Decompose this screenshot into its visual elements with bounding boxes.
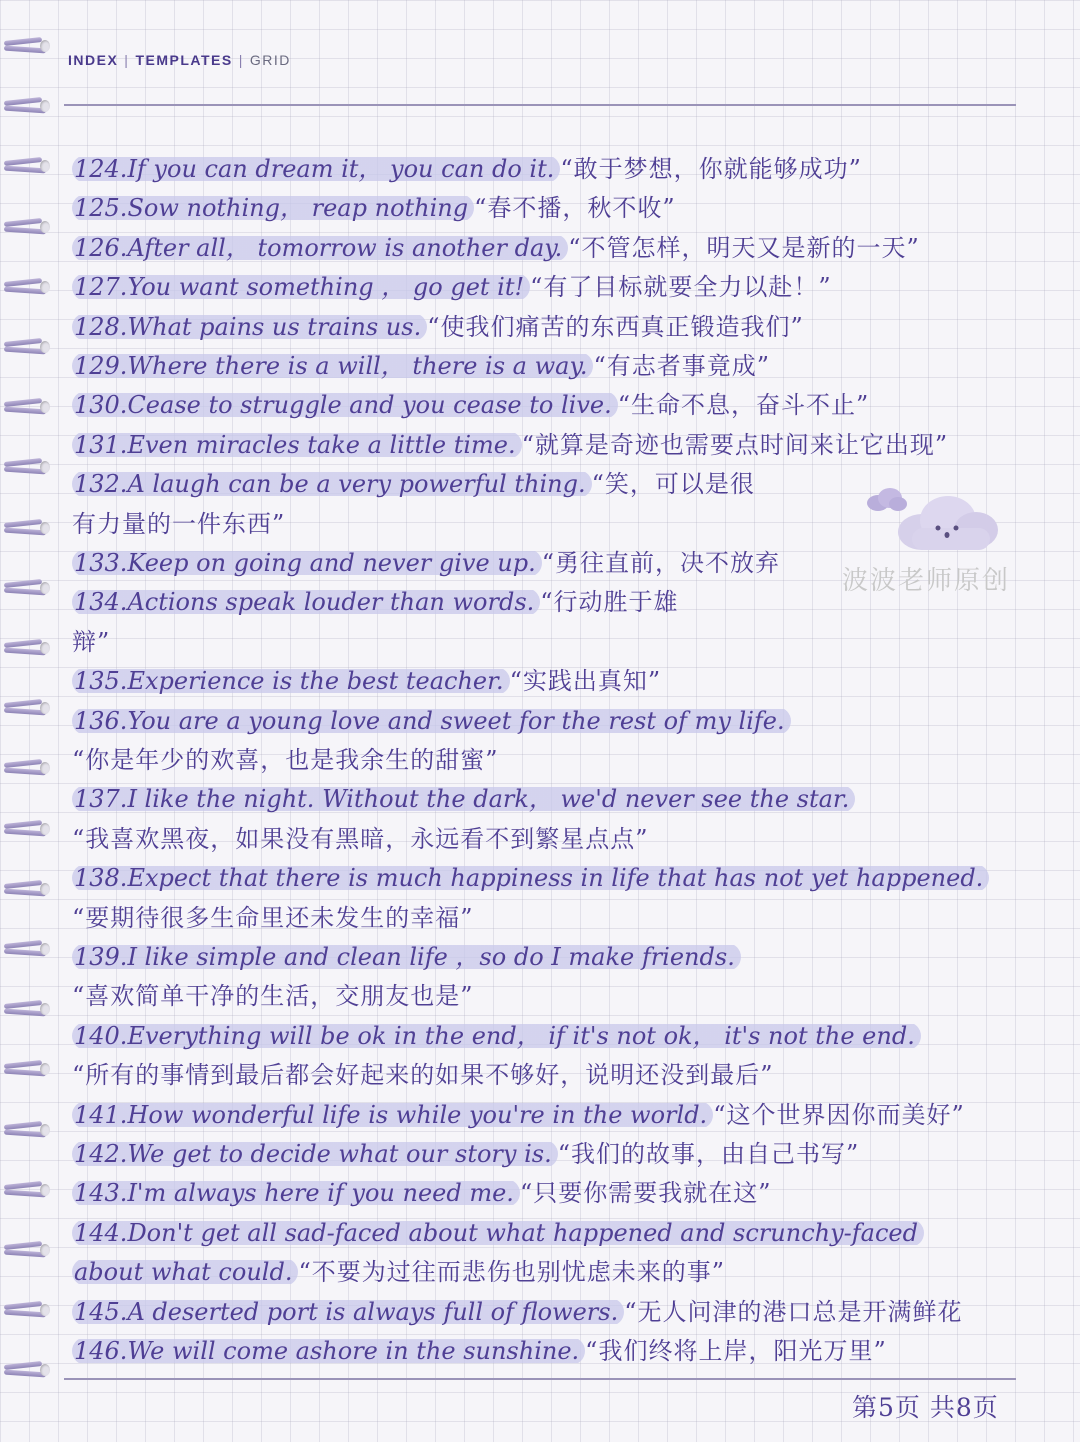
spiral-ring xyxy=(4,1240,46,1260)
quote-chinese: “实践出真知” xyxy=(509,667,662,696)
quote-english: 140.Everything will be ok in the end， if it's not ok， it's not the end. xyxy=(72,1022,921,1050)
spiral-ring xyxy=(4,819,46,839)
quote-chinese: “我喜欢黑夜，如果没有黑暗，永远看不到繁星点点” xyxy=(72,824,649,853)
page-number: 第5页 共8页 xyxy=(852,1393,999,1422)
spiral-ring xyxy=(4,1180,46,1200)
quote-line xyxy=(72,465,755,503)
quote-chinese: “就算是奇迹也需要点时间来让它出现” xyxy=(521,430,949,459)
quote-english: 126.After all， tomorrow is another day. xyxy=(72,234,568,262)
quote-line xyxy=(72,662,661,700)
quote-english: 129.Where there is a will， there is a way. xyxy=(72,352,593,380)
spiral-ring xyxy=(4,518,46,538)
quote-line xyxy=(72,268,832,306)
quote-line xyxy=(72,150,862,188)
quote-chinese: “笑，可以是很 xyxy=(591,470,755,499)
quote-chinese: “我们终将上岸，阳光万里” xyxy=(585,1337,887,1365)
quote-english: 136.You are a young love and sweet for the rest of my life. xyxy=(72,707,791,735)
quote-chinese: “敢于梦想，你就能够成功” xyxy=(560,155,862,183)
quote-line xyxy=(72,229,920,267)
spiral-ring xyxy=(4,277,46,297)
quote-english: 125.Sow nothing， reap nothing xyxy=(72,194,474,222)
nav-index-link[interactable]: INDEX xyxy=(68,52,119,68)
quote-line xyxy=(72,308,804,346)
quote-english: 141.How wonderful life is while you're in the world. xyxy=(72,1101,713,1129)
quote-chinese: “勇往直前，决不放弃 xyxy=(541,549,781,577)
spiral-ring xyxy=(4,457,46,477)
quote-chinese: “生命不息，奋斗不止” xyxy=(617,391,870,420)
spiral-ring xyxy=(4,397,46,417)
spiral-ring xyxy=(4,698,46,718)
quote-english: 143.I'm always here if you need me. xyxy=(72,1179,520,1207)
nav-templates-link[interactable]: TEMPLATES xyxy=(135,52,233,68)
quote-chinese: “只要你需要我就在这” xyxy=(519,1179,772,1208)
quote-english: 144.Don't get all sad-faced about what happened and scrunchy-faced xyxy=(72,1219,924,1247)
quote-chinese: “使我们痛苦的东西真正锻造我们” xyxy=(427,312,804,341)
quote-chinese: “不管怎样，明天又是新的一天” xyxy=(568,233,920,262)
spiral-ring xyxy=(4,1300,46,1320)
quote-line xyxy=(72,544,780,582)
quote-line xyxy=(72,583,679,621)
quote-line xyxy=(72,623,110,661)
quote-line xyxy=(72,780,855,818)
quote-line xyxy=(72,977,474,1015)
quote-english: 127.You want something ， go get it! xyxy=(72,273,530,301)
quote-english: 138.Expect that there is much happiness in life that has not yet happened. xyxy=(72,864,989,892)
quote-chinese: “有志者事竟成” xyxy=(593,352,771,380)
spiral-ring xyxy=(4,217,46,237)
spiral-binding xyxy=(0,0,60,1442)
quote-line xyxy=(72,1056,774,1094)
quote-english: 131.Even miracles take a little time. xyxy=(72,431,522,459)
spiral-ring xyxy=(4,638,46,658)
quote-line xyxy=(72,426,948,464)
quote-line xyxy=(72,1096,965,1134)
top-divider xyxy=(64,104,1016,106)
quote-english: 133.Keep on going and never give up. xyxy=(72,549,542,577)
quote-english: 142.We get to decide what our story is. xyxy=(72,1140,558,1168)
quote-english: 135.Experience is the best teacher. xyxy=(72,667,510,695)
quote-chinese: “无人问津的港口总是开满鲜花 xyxy=(624,1297,963,1326)
spiral-ring xyxy=(4,1059,46,1079)
quote-line xyxy=(72,899,474,937)
quote-line xyxy=(72,1017,921,1055)
quote-line xyxy=(72,347,770,385)
quote-english: 137.I like the night. Without the dark， we'd never see the star. xyxy=(72,785,855,813)
quote-chinese: “行动胜于雄 xyxy=(540,588,679,617)
bottom-divider xyxy=(64,1378,1016,1380)
quote-chinese: “我们的故事，由自己书写” xyxy=(557,1140,860,1168)
quote-line xyxy=(72,1293,963,1331)
quote-english: 139.I like simple and clean life ，so do I make friends. xyxy=(72,943,741,971)
nav-grid-link[interactable]: GRID xyxy=(249,52,291,68)
quote-line xyxy=(72,189,676,227)
quote-line xyxy=(72,386,869,424)
quote-chinese: “有了目标就要全力以赴！” xyxy=(530,273,832,302)
nav-separator: | xyxy=(124,52,130,68)
spiral-ring xyxy=(4,36,46,56)
quote-line xyxy=(72,1135,859,1173)
quote-english: 145.A deserted port is always full of flowers. xyxy=(72,1298,624,1326)
quote-english: 124.If you can dream it， you can do it. xyxy=(72,155,560,183)
quote-chinese: “要期待很多生命里还未发生的幸福” xyxy=(72,903,474,932)
spiral-ring xyxy=(4,758,46,778)
quote-chinese: “喜欢简单干净的生活，交朋友也是” xyxy=(72,982,474,1011)
breadcrumb-nav xyxy=(68,52,291,68)
quote-chinese: “不要为过往而悲伤也别忧虑未来的事” xyxy=(298,1258,725,1287)
quote-line xyxy=(72,1174,771,1212)
quote-english: 130.Cease to struggle and you cease to live. xyxy=(72,391,618,419)
nav-separator: | xyxy=(238,52,244,68)
spiral-ring xyxy=(4,999,46,1019)
quote-english: 128.What pains us trains us. xyxy=(72,313,427,341)
quote-line xyxy=(72,505,285,543)
watermark: 波波老师原创 xyxy=(842,566,1011,596)
spiral-ring xyxy=(4,156,46,176)
cloud-face-icon xyxy=(896,494,1000,552)
quote-english: 132.A laugh can be a very powerful thing. xyxy=(72,470,592,498)
quote-line xyxy=(72,938,741,976)
quote-chinese: “所有的事情到最后都会好起来的如果不够好，说明还没到最后” xyxy=(72,1061,774,1090)
quote-line xyxy=(72,859,989,897)
spiral-ring xyxy=(4,1360,46,1380)
spiral-ring xyxy=(4,939,46,959)
quote-chinese: “这个世界因你而美好” xyxy=(713,1100,965,1129)
spiral-ring xyxy=(4,879,46,899)
quote-line xyxy=(72,820,649,858)
quote-line xyxy=(72,702,791,740)
quote-chinese: “你是年少的欢喜，也是我余生的甜蜜” xyxy=(72,746,499,774)
spiral-ring xyxy=(4,1120,46,1140)
spiral-ring xyxy=(4,96,46,116)
quote-line xyxy=(72,1214,924,1252)
quote-chinese: “春不播，秋不收” xyxy=(474,194,676,223)
quote-english: about what could. xyxy=(72,1258,298,1286)
quote-chinese: 有力量的一件东西” xyxy=(72,509,286,538)
quote-line xyxy=(72,1332,887,1370)
quote-chinese: 辩” xyxy=(72,627,111,656)
quote-english: 134.Actions speak louder than words. xyxy=(72,588,540,616)
quote-line xyxy=(72,1253,725,1291)
spiral-ring xyxy=(4,578,46,598)
quote-line xyxy=(72,741,499,779)
spiral-ring xyxy=(4,337,46,357)
quote-english: 146.We will come ashore in the sunshine. xyxy=(72,1337,585,1365)
